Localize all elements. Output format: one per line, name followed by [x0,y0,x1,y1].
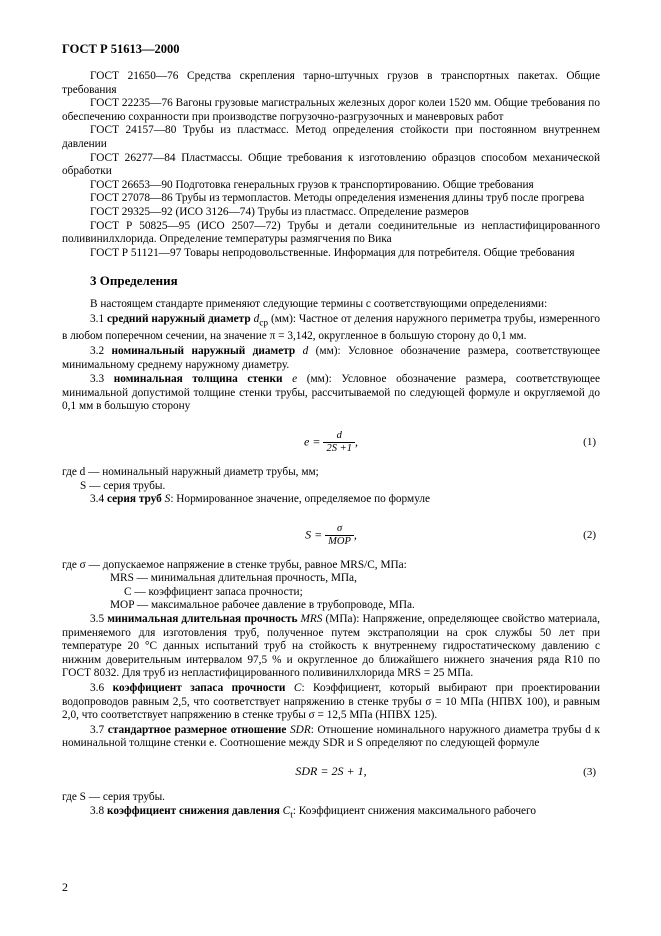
reference-item: ГОСТ 26277—84 Пластмассы. Общие требования к изготовлению образцов способом механической обработки [62,151,600,178]
page-header: ГОСТ Р 51613—2000 [62,42,180,56]
term: средний наружный диаметр [107,312,251,325]
definition-3-3: 3.3 номинальная толщина стенки e (мм): Условное обозначение размера, соответствующее минимальной допустимой толщине стенки трубы, рассчитываемой по следующей формуле и округляемой до 0,1 мм в большую сторону [62,373,601,413]
formula-3: SDR = 2S + 1, (3) [295,764,596,778]
page-number: 2 [62,880,68,894]
reference-item: ГОСТ Р 51121—97 Товары непродовольственные. Информация для потребителя. Общие требования [90,246,575,259]
term: минимальная длительная прочность [107,613,298,626]
where-line: C — коэффициент запаса прочности; [124,585,303,598]
where-line: где σ — допускаемое напряжение в стенке трубы, равное MRS/C, МПа: [62,558,407,571]
section-title: 3 Определения [90,273,178,289]
definition-3-5: 3.5 минимальная длительная прочность MRS (МПа): Напряжение, определяющее свойство материала, применяемого для изготовления труб, полученное путем экстраполяции на срок службы 50 лет при температуре 20 °С данных испытаний труб на стойкость к внутреннему гидростатическому давлению с нижним доверительным интервалом 97,5 % и округленное до ближайшего нижнего значения ряда R10 по ГОСТ 8032. Для труб из непластифицированного поливинилхлорида MRS = 25 МПа. [62,613,600,680]
fraction: $\frac{\sigma}{\text{MOP}}$ [325,523,354,548]
where-line: где d — номинальный наружный диаметр трубы, мм; [62,465,319,478]
reference-item: ГОСТ 22235—76 Вагоны грузовые магистральных железных дорог колеи 1520 мм. Общие требования по обеспечению сохранности при производстве погрузочно-разгрузочных и маневровых работ [62,97,600,123]
reference-item: ГОСТ 26653—90 Подготовка генеральных грузов к транспортированию. Общие требования [90,178,534,191]
where-line: MOP — максимальное рабочее давление в трубопроводе, МПа. [110,599,415,612]
definition-3-6: 3.6 коэффициент запаса прочности C: Коэффициент, который выбирают при проектировании водопроводов равным 2,5, что соответствует напряжению в стенке трубы σ = 10 МПа (НПВХ 100), и равным 2,0, что соответствует напряжению в стенке трубы σ = 12,5 МПа (НПВХ 125). [62,682,600,722]
formula-number: (2) [583,528,596,541]
formula-1: e = $\frac{d}{2S +1}$ , (1) [304,429,596,454]
term: серия труб [106,493,162,506]
reference-item: ГОСТ 21650—76 Средства скрепления тарно-штучных грузов в транспортных пакетах. Общие требования [62,70,600,96]
fraction: $\frac{d}{2S +1}$ [323,430,354,455]
references-list [62,70,600,260]
section-intro: В настоящем стандарте применяют следующие термины с соответствующими определениями: [90,297,548,310]
reference-item: ГОСТ 24157—80 Трубы из пластмасс. Метод определения стойкости при постоянном внутреннем давлении [62,124,600,150]
definition-3-1: 3.1 средний наружный диаметр $d_{ср}$ (мм): Частное от деления наружного периметра трубы, измеренного в любом поперечном сечении, на значение π = 3,142, округленное в большую сторону до 0,1 мм. [62,312,600,343]
term: номинальный наружный диаметр [111,344,296,357]
term: стандартное размерное отношение [107,723,287,736]
reference-item: ГОСТ 27078—86 Трубы из термопластов. Методы определения изменения длины труб после прогрева [90,192,585,205]
definition-3-7: 3.7 стандартное размерное отношение SDR: Отношение номинального наружного диаметра трубы d к номинальной толщине стенки e. Соотношение между SDR и S определяют по следующей формуле [62,723,601,750]
page-body [62,70,600,823]
formula-number: (1) [583,435,596,448]
formula-number: (3) [583,766,596,778]
definition-3-4: 3.4 серия труб S: Нормированное значение, определяемое по формуле [90,493,430,506]
reference-item: ГОСТ 29325—92 (ИСО 3126—74) Трубы из пластмасс. Определение размеров [90,205,469,218]
reference-item: ГОСТ Р 50825—95 (ИСО 2507—72) Трубы и детали соединительные из непластифицированного поливинилхлорида. Определение температуры размягчения по Вика [62,219,600,246]
term: коэффициент запаса прочности [112,682,286,695]
term: номинальная толщина стенки [113,373,283,386]
where-line: S — серия трубы. [80,479,166,492]
term: коэффициент снижения давления [106,804,280,817]
where-line: MRS — минимальная длительная прочность, МПа, [110,572,357,585]
formula-2: S = $\frac{\sigma}{\text{MOP}}$ , (2) [305,522,596,547]
definition-3-2: 3.2 номинальный наружный диаметр d (мм): Условное обозначение размера, соответствующее минимальному среднему наружному диаметру. [62,344,600,371]
definition-3-8: 3.8 коэффициент снижения давления $C_t$: Коэффициент снижения максимального рабочего [90,804,537,820]
where-line: где S — серия трубы. [62,791,166,803]
